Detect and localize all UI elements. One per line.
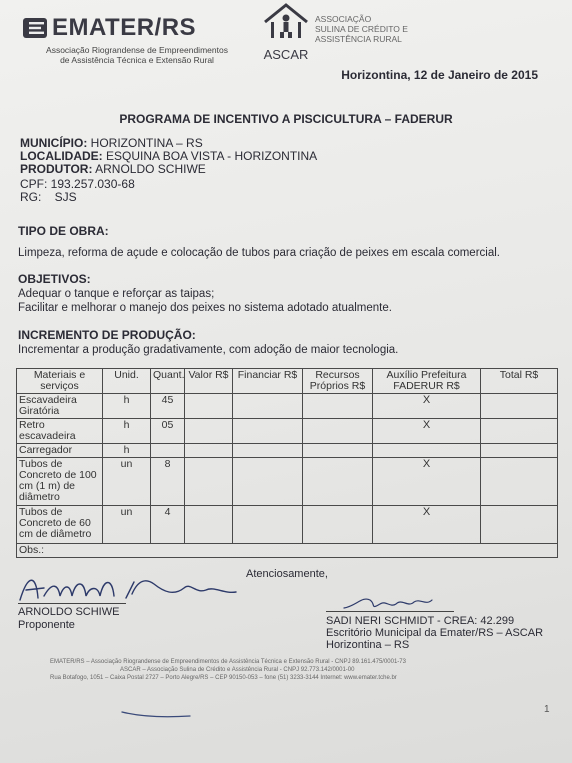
row-auxilio-mark: X [373,458,481,506]
row-unit: h [103,419,151,444]
col-header-unid: Unid. [103,369,151,394]
row-unit: un [103,458,151,506]
row-recursos [303,394,373,419]
produtor-field [20,163,206,176]
produtor-label: PRODUTOR: [20,162,93,176]
row-financiar [233,506,303,544]
col-header-recursos: Recursos Próprios R$ [303,369,373,394]
row-total [481,506,558,544]
row-valor [185,506,233,544]
document-date: Horizontina, 12 de Janeiro de 2015 [341,68,538,82]
localidade-label: LOCALIDADE: [20,149,103,163]
row-auxilio-mark: X [373,419,481,444]
row-recursos [303,506,373,544]
incremento-title: INCREMENTO DE PRODUÇÃO: [18,328,196,342]
row-item: Tubos de Concreto de 100 cm (1 m) de diâmetro [17,458,103,506]
localidade-value: ESQUINA BOA VISTA - HORIZONTINA [102,149,318,163]
row-qty: 45 [151,394,185,419]
municipio-label: MUNICÍPIO: [20,136,88,150]
ascar-logo [256,2,316,62]
row-total [481,394,558,419]
objetivos-line-2: Facilitar e melhorar o manejo dos peixes no sistema adotado atualmente. [18,302,392,314]
table-row [17,506,558,544]
col-header-auxilio: Auxílio Prefeitura FADERUR R$ [373,369,481,394]
pen-stroke-mark [118,706,198,720]
produtor-value: ARNOLDO SCHIWE [92,162,206,176]
row-valor [185,458,233,506]
association-line-2: SULINA DE CRÉDITO E [315,24,408,34]
table-row [17,394,558,419]
association-name [315,14,408,44]
row-auxilio-mark: X [373,394,481,419]
ascar-name: ASCAR [263,47,309,62]
footer-line-3: Rua Botafogo, 1051 – Caixa Postal 2727 – Porto Alegre/RS – CEP 90150-053 – fone (51) 3233-3144 Internet: www.emater.tche.br [50,675,397,681]
row-item: Carregador [17,444,103,458]
municipio-value: HORIZONTINA – RS [87,136,203,150]
footer-line-2: ASCAR – Associação Sulina de Crédito e Assistência Rural - CNPJ 92.773.142/0001-00 [120,667,355,673]
row-recursos [303,458,373,506]
footer-line-1: EMATER/RS – Associação Riograndense de Empreendimentos de Assistência Técnica e Extensão Rural - CNPJ 89.161.475/0001-73 [50,659,406,665]
emater-name: EMATER/RS [52,14,197,41]
technician-block [326,615,543,651]
row-unit: h [103,444,151,458]
table-row [17,444,558,458]
col-header-quant: Quant. [151,369,185,394]
emater-e-icon [22,17,48,39]
row-total [481,419,558,444]
objetivos-line-1: Adequar o tanque e reforçar as taipas; [18,288,215,300]
row-auxilio-mark [373,444,481,458]
association-line-3: ASSISTÊNCIA RURAL [315,34,402,44]
footer [50,658,510,682]
row-unit: h [103,394,151,419]
row-valor [185,394,233,419]
row-financiar [233,458,303,506]
row-qty: 05 [151,419,185,444]
row-recursos [303,419,373,444]
col-header-valor: Valor R$ [185,369,233,394]
row-qty [151,444,185,458]
association-line-1: ASSOCIAÇÃO [315,14,372,24]
materials-table [16,368,558,558]
col-header-total: Total R$ [481,369,558,394]
page-number: 1 [544,704,550,715]
col-header-materiais: Materiais e serviços [17,369,103,394]
rg-field: RG: SJS [20,190,77,204]
row-financiar [233,444,303,458]
row-item: Tubos de Concreto de 60 cm de diâmetro [17,506,103,544]
row-auxilio-mark: X [373,506,481,544]
tipo-obra-text: Limpeza, reforma de açude e colocação de tubos para criação de peixes em escala comercial. [18,247,500,259]
row-unit: un [103,506,151,544]
table-row [17,419,558,444]
row-item: Escavadeira Giratória [17,394,103,419]
row-total [481,458,558,506]
proponent-role: Proponente [18,619,75,631]
row-qty: 8 [151,458,185,506]
table-row [17,458,558,506]
row-valor [185,419,233,444]
emater-logo [22,14,252,65]
ascar-house-icon [261,2,311,42]
row-item: Retro escavadeira [17,419,103,444]
proponent-signature-line [18,603,126,604]
row-recursos [303,444,373,458]
cpf-field: CPF: 193.257.030-68 [20,177,135,191]
emater-subtitle-1: Associação Riograndense de Empreendimentos [46,45,228,55]
incremento-text: Incrementar a produção gradativamente, com adoção de maior tecnologia. [18,344,399,356]
closing-text: Atenciosamente, [246,568,328,580]
obs-cell: Obs.: [17,544,558,558]
row-qty: 4 [151,506,185,544]
col-header-financiar: Financiar R$ [233,369,303,394]
technician-city: Horizontina – RS [326,639,410,651]
program-title: PROGRAMA DE INCENTIVO A PISCICULTURA – FADERUR [119,112,453,126]
table-header-row [17,369,558,394]
technician-name: SADI NERI SCHMIDT - CREA: 42.299 [326,615,515,627]
row-financiar [233,394,303,419]
row-valor [185,444,233,458]
emater-subtitle-2: de Assistência Técnica e Extensão Rural [60,55,214,65]
proponent-block [18,606,119,632]
tipo-obra-title: TIPO DE OBRA: [18,224,109,238]
proponent-name: ARNOLDO SCHIWE [18,606,120,618]
proponent-signature [14,570,244,610]
technician-office: Escritório Municipal da Emater/RS – ASCAR [326,627,544,639]
technician-signature-line [326,611,454,612]
table-obs-row [17,544,558,558]
objetivos-title: OBJETIVOS: [18,272,91,286]
row-financiar [233,419,303,444]
row-total [481,444,558,458]
